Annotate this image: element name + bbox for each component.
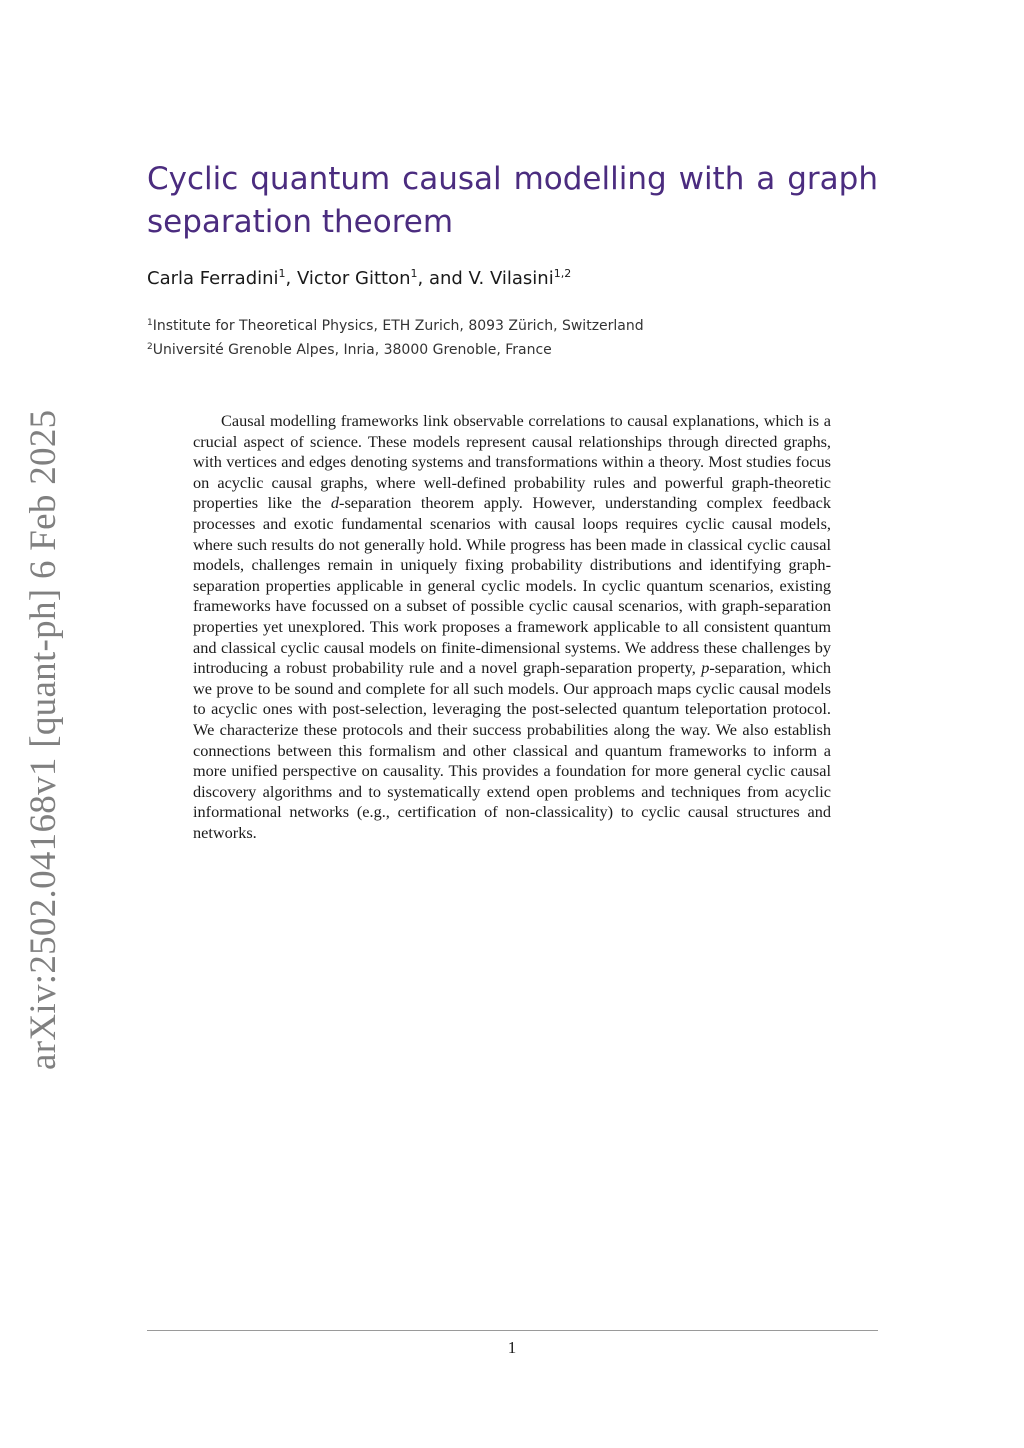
abstract-text: Causal modelling frameworks link observable correlations to causal explanations, which is a crucial aspect of science. These models represent causal relationships through directed graphs, with vertices and edges denoting systems and transformations within a theory. Most studies focus on acyclic causal graphs, where well-defined probability rules and powerful graph-theoretic properties like the [193, 411, 831, 513]
title-line-1: Cyclic quantum causal modelling with a graph [147, 161, 878, 197]
author-separator: , and [417, 268, 469, 289]
author-separator: , [285, 268, 297, 289]
affiliation [147, 318, 644, 334]
author-name: Carla Ferradini [147, 268, 279, 289]
page-number: 1 [507, 1338, 517, 1357]
affiliation-text: Institute for Theoretical Physics, ETH Zurich, 8093 Zürich, Switzerland [152, 318, 644, 334]
arxiv-identifier-stamp: arXiv:2502.04168v1 [quant-ph] 6 Feb 2025 [23, 409, 64, 1070]
abstract-text: -separation theorem apply. However, understanding complex feedback processes and exotic fundamental scenarios with causal loops requires cyclic causal models, where such results do not generally hold. While progress has been made in classical cyclic causal models, challenges remain in uniquely fixing probability distributions and identifying graph-separation properties applicable in general cyclic models. In cyclic quantum scenarios, existing frameworks have focussed on a subset of possible cyclic causal scenarios, with graph-separation properties yet unexplored. This work proposes a framework applicable to all consistent quantum and classical cyclic causal models on finite-dimensional systems. We address these challenges by introducing a robust probability rule and a novel graph-separation property, [193, 493, 831, 678]
abstract-text: -separation, which we prove to be sound and complete for all such models. Our approach maps cyclic causal models to acyclic ones with post-selection, leveraging the post-selected quantum teleportation protocol. We characterize these protocols and their success probabilities along the way. We also establish connections between this formalism and other classical and quantum frameworks to inform a more unified perspective on causality. This provides a foundation for more general cyclic causal discovery algorithms and to systematically extend open problems and techniques from acyclic informational networks (e.g., certification of non-classicality) to cyclic causal structures and networks. [193, 658, 831, 842]
author-affiliation-mark: 1 [278, 267, 286, 280]
author-affiliation-mark: 1,2 [553, 267, 572, 280]
paper-title [147, 158, 878, 244]
author-list [147, 268, 571, 289]
author-name: Victor Gitton [297, 268, 411, 289]
math-variable: d [330, 493, 340, 513]
affiliation-text: Université Grenoble Alpes, Inria, 38000 Grenoble, France [152, 342, 552, 358]
author-affiliation-mark: 1 [410, 267, 418, 280]
affiliation [147, 342, 552, 358]
affiliation-mark: 1 [147, 318, 153, 328]
title-line-2: separation theorem [147, 204, 454, 240]
footer-rule [147, 1330, 878, 1331]
math-variable: p [701, 658, 710, 678]
affiliation-mark: 2 [147, 342, 153, 352]
author-name: V. Vilasini [468, 268, 554, 289]
abstract [193, 411, 831, 843]
